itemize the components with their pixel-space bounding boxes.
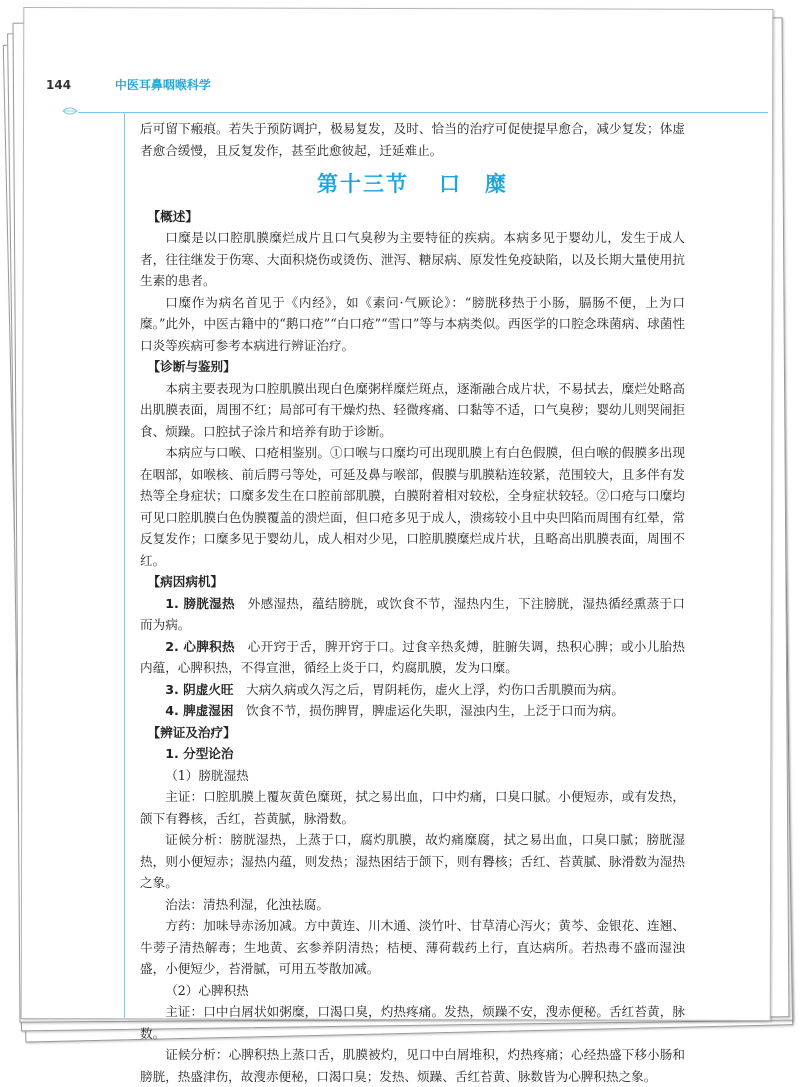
etiology-item-text: 大病久病或久泻之后，胃阴耗伤，虚火上浮，灼伤口舌肌膜而为病。 (246, 681, 624, 697)
etiology-heading: 【病因病机】 (147, 574, 224, 589)
book-title: 中医耳鼻咽喉科学 (114, 78, 211, 92)
etiology-item (140, 636, 685, 679)
page-header (46, 76, 211, 93)
section-title (140, 174, 685, 196)
type2-title: （2）心脾积热 (165, 982, 249, 998)
overview-paragraph-1: 口糜是以口腔肌膜糜烂成片且口气臭秽为主要特征的疾病。本病多见于婴幼儿，发生于成人者，往往继发于伤寒、大面积烧伤或烫伤、泄泻、糖尿病、原发性免疫缺陷，以及长期大量使用抗生素的患者。 (140, 230, 685, 288)
type1-method: 治法：清热利湿，化浊祛腐。 (165, 896, 329, 912)
treatment-heading: 【辨证及治疗】 (147, 724, 236, 740)
etiology-item (140, 593, 685, 636)
section-name: 口 糜 (439, 172, 508, 196)
diagnosis-paragraph-1: 本病主要表现为口腔肌膜出现白色糜粥样糜烂斑点，逐渐融合成片状，不易拭去，糜烂处略高出肌膜表面，周围不红；局部可有干燥灼热、轻微疼痛、口黏等不适，口气臭秽；婴幼儿则哭闹拒食、烦躁。口腔拭子涂片和培养有助于诊断。 (140, 380, 685, 439)
type2-main-symptoms: 主证：口中白屑状如粥糜，口渴口臭，灼热疼痛。发热，烦躁不安，溲赤便秘。舌红苔黄，脉数。 (140, 1004, 685, 1041)
page-number: 144 (46, 78, 72, 92)
etiology-item-label: 1. 膀胱湿热 (165, 595, 235, 611)
etiology-item (140, 679, 685, 701)
etiology-item-label: 3. 阴虚火旺 (165, 681, 234, 697)
type1-prescription: 方药：加味导赤汤加减。方中黄连、川木通、淡竹叶、甘草清心泻火；黄芩、金银花、连翘、牛蒡子清热解毒；生地黄、玄参养阴清热；桔梗、薄荷载药上行，直达病所。若热毒不盛而湿浊盛，小便短少，苔滑腻，可用五苓散加减。 (140, 918, 685, 976)
etiology-item-text: 饮食不节，损伤脾胃，脾虚运化失职，湿浊内生，上泛于口而为病。 (246, 703, 624, 718)
section-number: 第十三节 (317, 172, 409, 196)
overview-paragraph-2: 口糜作为病名首见于《内经》，如《素问·气厥论》：“膀胱移热于小肠，膈肠不便，上为口糜。”此外，中医古籍中的“鹅口疮”“白口疮”“雪口”等与本病类似。西医学的口腔念珠菌病、球菌性口炎等疾病可参考本病进行辨证治疗。 (140, 294, 685, 353)
header-rule (78, 112, 768, 113)
diagnosis-paragraph-2: 本病应与口喉、口疮相鉴别。①口喉与口糜均可出现肌膜上有白色假膜，但白喉的假膜多出现在咽部，如喉核、前后腭弓等处，可延及鼻与喉部，假膜与肌膜粘连较紧，范围较大，且多伴有发热等全身症状；口糜多发生在口腔前部肌膜，白膜附着相对较松，全身症状较轻。②口疮与口糜均可见口腔肌膜白色伪膜覆盖的溃烂面，但口疮多见于成人，溃疡较小且中央凹陷而周围有红晕，常反复发作；口糜多见于婴幼儿，成人相对少见，口腔肌膜糜烂成片状，且略高出肌膜表面，周围不红。 (140, 445, 685, 568)
overview-heading: 【概述】 (147, 208, 198, 224)
etiology-item (140, 700, 685, 722)
margin-rule (124, 113, 125, 1018)
treatment-subheading: 1. 分型论治 (165, 746, 234, 761)
intro-paragraph: 后可留下瘢痕。若失于预防调护，极易复发，及时、恰当的治疗可促使提早愈合，减少复发；体虚者愈合缓慢，且反复发作，甚至此愈彼起，迁延难止。 (140, 121, 685, 158)
etiology-item-label: 2. 心脾积热 (165, 638, 235, 654)
type1-analysis: 证候分析：膀胱湿热，上蒸于口，腐灼肌膜，故灼痛糜腐，拭之易出血，口臭口腻；膀胱湿热，则小便短赤；湿热内蕴，则发热；湿热困结于颌下，则有臖核；舌红、苔黄腻、脉滑数为湿热之象。 (140, 832, 685, 890)
page-content (140, 118, 685, 1087)
leaf-ornament-icon (62, 106, 78, 116)
type1-title: （1）膀胱湿热 (165, 767, 249, 783)
diagnosis-heading: 【诊断与鉴别】 (147, 359, 236, 374)
etiology-item-text: 心开窍于舌，脾开窍于口。过食辛热炙煿，脏腑失调，热积心脾；或小儿胎热内蕴，心脾积热，不得宣泄，循经上炎于口，灼腐肌膜，发为口糜。 (140, 638, 686, 675)
type1-main-symptoms: 主证：口腔肌膜上覆灰黄色糜斑，拭之易出血，口中灼痛，口臭口腻。小便短赤，或有发热，颌下有臖核，舌红，苔黄腻，脉滑数。 (140, 789, 685, 826)
etiology-item-text: 外感湿热，蕴结膀胱，或饮食不节，湿热内生，下注膀胱，湿热循经熏蒸于口而为病。 (140, 595, 686, 632)
type2-analysis: 证候分析：心脾积热上蒸口舌，肌膜被灼，见口中白屑堆积，灼热疼痛；心经热盛下移小肠和膀胱，热盛津伤，故溲赤便秘，口渴口臭；发热、烦躁、舌红苔黄、脉数皆为心脾积热之象。 (140, 1047, 685, 1084)
etiology-item-label: 4. 脾虚湿困 (165, 703, 234, 718)
